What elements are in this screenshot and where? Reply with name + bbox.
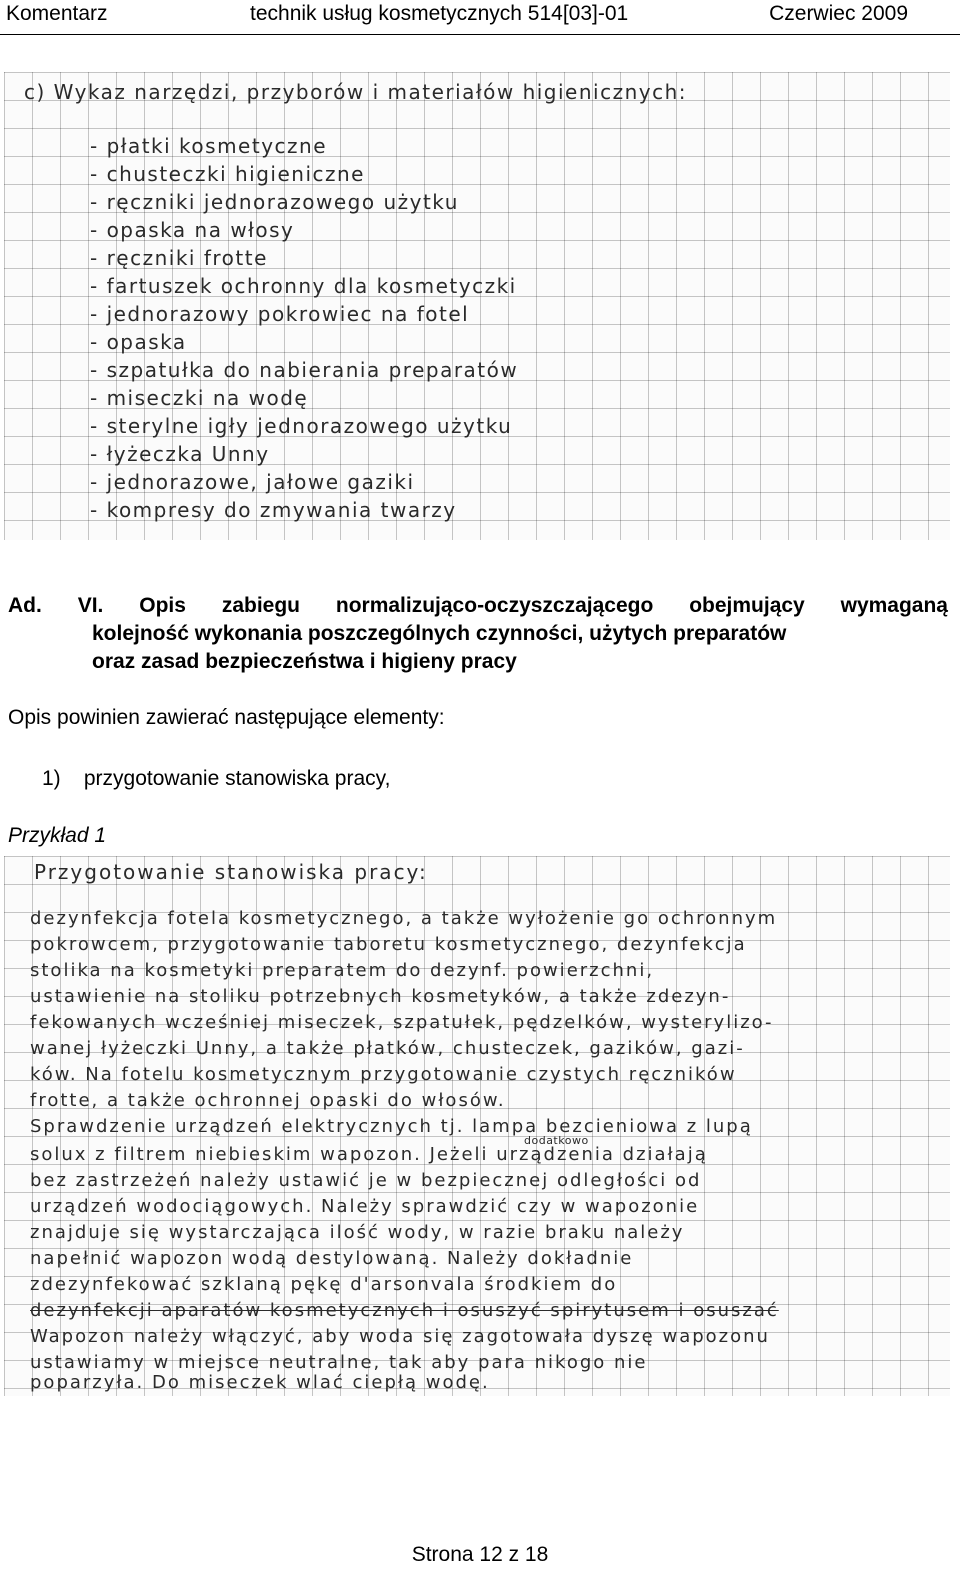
handwritten-line: pokrowcem, przygotowanie taboretu kosmetycznego, dezynfekcja [30, 934, 747, 955]
handwritten-line: ustawiamy w miejsce neutralne, tak aby para nikogo nie [30, 1352, 648, 1373]
header-left: Komentarz [6, 2, 108, 25]
handwritten-list-item: - ręczniki jednorazowego użytku [90, 190, 459, 214]
handwritten-list-item: - płatki kosmetyczne [90, 134, 328, 158]
handwritten-line: Wapozon należy włączyć, aby woda się zagotowała dyszę wapozonu [30, 1326, 770, 1347]
handwritten-line: bez zastrzeżeń należy ustawić je w bezpiecznej odległości od [30, 1170, 702, 1191]
handwritten-list-item: - opaska [90, 330, 187, 354]
handwritten-line: zdezynfekować szklaną pękę d'arsonvala środkiem do [30, 1274, 618, 1295]
section-title-line: kolejność wykonania poszczególnych czynności, użytych preparatów [92, 622, 787, 645]
handwritten-line: urządzeń wodociągowych. Należy sprawdzić czy w wapozonie [30, 1196, 700, 1217]
header-center: technik usług kosmetycznych 514[03]-01 [250, 2, 629, 25]
section-title-line: oraz zasad bezpieczeństwa i higieny pracy [92, 650, 517, 673]
handwritten-list-item: - jednorazowy pokrowiec na fotel [90, 302, 470, 326]
handwritten-annotation: dodatkowo [524, 1134, 589, 1147]
handwritten-line: stolika na kosmetyki preparatem do dezynf. powierzchni, [30, 960, 655, 981]
handwritten-line: dezynfekcji aparatów kosmetycznych i osuszyć spirytusem i osuszać [30, 1300, 779, 1321]
handwritten-line: wanej łyżeczki Unny, a także płatków, chusteczek, gazików, gazi- [30, 1038, 745, 1059]
handwritten-line: znajduje się wystarczająca ilość wody, w razie braku należy [30, 1222, 685, 1243]
handwritten-list-item: - szpatułka do nabierania preparatów [90, 358, 519, 382]
handwritten-line: poparzyła. Do miseczek wlać ciepłą wodę. [30, 1372, 490, 1393]
handwritten-line: ustawienie na stoliku potrzebnych kosmetyków, a także zdezyn- [30, 986, 731, 1007]
handwritten-heading: c) Wykaz narzędzi, przyborów i materiałów higienicznych: [24, 80, 688, 104]
example-label: Przykład 1 [8, 824, 107, 847]
item-number: 1) [42, 767, 61, 790]
handwritten-list-item: - fartuszek ochronny dla kosmetyczki [90, 274, 517, 298]
handwritten-heading: Przygotowanie stanowiska pracy: [34, 860, 428, 884]
item-text: przygotowanie stanowiska pracy, [83, 767, 391, 790]
section-title-line: Ad. VI. Opis zabiegu normalizująco-oczyszczającego obejmujący wymaganą [8, 594, 948, 617]
description-text: Opis powinien zawierać następujące elementy: [8, 706, 445, 729]
page-footer: Strona 12 z 18 [411, 1543, 549, 1566]
section-title [8, 592, 948, 676]
handwritten-list-item: - ręczniki frotte [90, 246, 268, 270]
handwritten-list-item: - kompresy do zmywania twarzy [90, 498, 457, 522]
handwritten-list-item: - łyżeczka Unny [90, 442, 270, 466]
handwritten-list-item: - opaska na włosy [90, 218, 295, 242]
handwritten-line: ków. Na fotelu kosmetycznym przygotowanie czystych ręczników [30, 1064, 737, 1085]
handwritten-line: solux z filtrem niebieskim wapozon. Jeżeli urządzenia działają [30, 1144, 708, 1165]
handwritten-list-item: - jednorazowe, jałowe gaziki [90, 470, 415, 494]
handwritten-line: fekowanych wcześniej miseczek, szpatułek, pędzelków, wysterylizo- [30, 1012, 774, 1033]
page-header [0, 0, 960, 35]
handwritten-line: Sprawdzenie urządzeń elektrycznych tj. lampa bezcieniowa z lupą [30, 1116, 753, 1137]
handwritten-line: dezynfekcja fotela kosmetycznego, a także wyłożenie go ochronnym [30, 908, 778, 929]
handwritten-list-item: - miseczki na wodę [90, 386, 309, 410]
handwritten-line: napełnić wapozon wodą destylowaną. Należy dokładnie [30, 1248, 634, 1269]
handwritten-example-scan [4, 856, 950, 1396]
handwritten-line: frotte, a także ochronnej opaski do włosów. [30, 1090, 506, 1111]
handwritten-list-scan [4, 72, 950, 540]
handwritten-list-item: - sterylne igły jednorazowego użytku [90, 414, 513, 438]
numbered-item [42, 767, 390, 791]
handwritten-list-item: - chusteczki higieniczne [90, 162, 365, 186]
header-right: Czerwiec 2009 [769, 2, 908, 25]
